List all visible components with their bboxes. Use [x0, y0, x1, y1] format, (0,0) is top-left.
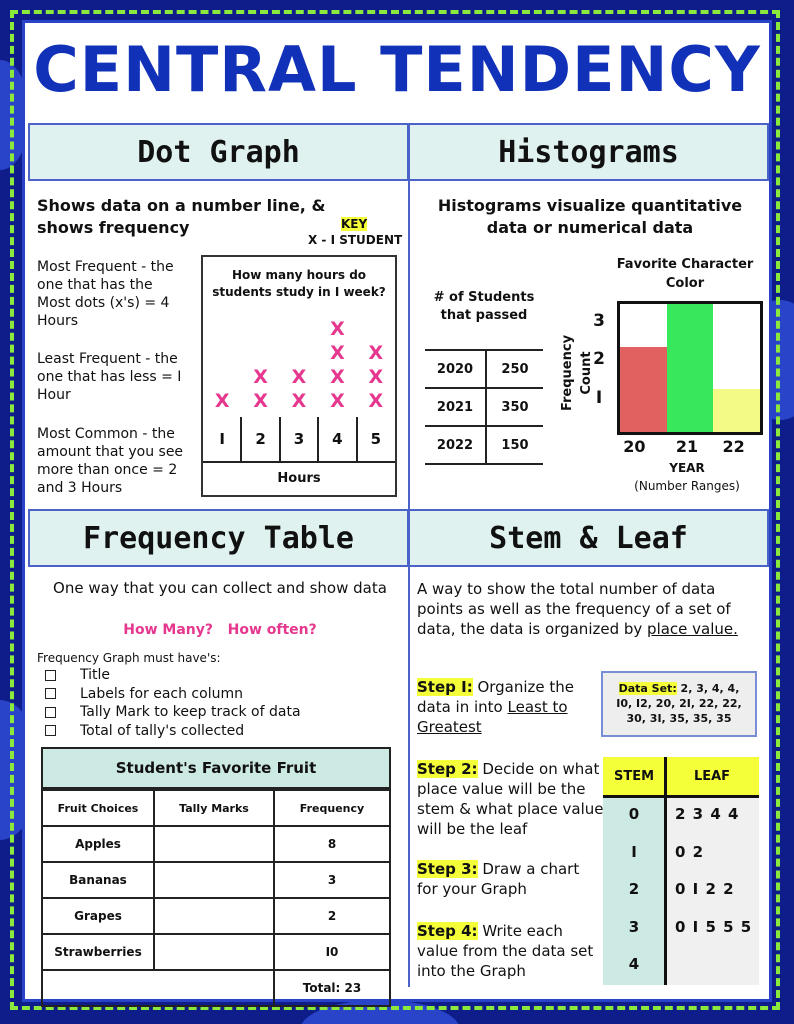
tick-label-3: 3	[293, 430, 305, 448]
poster-paper	[22, 20, 772, 1002]
freq-bullet-text: Labels for each column	[80, 685, 243, 702]
step-2-label: Step 2:	[417, 760, 478, 778]
tick-label-1: I	[219, 430, 225, 448]
dot-mark: X	[368, 390, 384, 412]
tick-label-4: 4	[332, 430, 343, 448]
hist-x-sub: (Number Ranges)	[634, 479, 740, 493]
fruit-total-spacer	[42, 970, 274, 1006]
fruit-total: Total: 23	[274, 970, 390, 1006]
hist-year: 2020	[425, 350, 486, 388]
leaf-value: 0 2	[675, 842, 705, 861]
dot-mark: X	[330, 390, 345, 412]
freq-bullet-item	[45, 666, 110, 684]
fruit-frequency: 8	[274, 826, 390, 862]
dot-mark: X	[330, 366, 345, 388]
dot-mark: X	[368, 342, 384, 364]
tick-mark	[240, 417, 242, 461]
key-text: X - I STUDENT	[308, 233, 403, 247]
hist-table-header: # of Students that passed	[433, 290, 535, 323]
fruit-col-header: Fruit Choices	[42, 790, 154, 826]
step-4-text: Write each value from the data set into the Graph	[417, 922, 594, 980]
hist-x-label: YEAR	[669, 461, 705, 475]
step-3-text: Draw a chart for your Graph	[417, 860, 580, 898]
key-label: KEY	[341, 217, 368, 231]
stem-value: 3	[628, 917, 640, 936]
dot-mark: X	[253, 366, 268, 388]
stem-header: STEM	[603, 757, 665, 795]
dot-mark: X	[330, 342, 345, 364]
dot-graph-heading: Dot Graph	[28, 123, 409, 181]
stem-leaf-heading: Stem & Leaf	[408, 509, 769, 567]
fruit-table-title: Student's Favorite Fruit	[41, 747, 391, 789]
dot-axis-label: Hours	[277, 471, 321, 486]
leaf-value: 2 3 4 4	[675, 805, 740, 823]
tick-mark	[279, 417, 281, 461]
freq-must-have: Frequency Graph must have's:	[37, 651, 221, 665]
hist-year: 2021	[425, 388, 486, 426]
stem-leaf-intro	[417, 579, 762, 639]
frequency-table-heading: Frequency Table	[28, 509, 409, 567]
hist-row	[425, 388, 543, 426]
dot-mark: X	[214, 390, 230, 412]
hist-count: 350	[486, 388, 543, 426]
data-set-values: 2, 3, 4, 4, I0, I2, 20, 2I, 22, 22, 30, 3I, 35, 35, 35	[616, 682, 742, 725]
note-least-frequent: Least Frequent - the one that has less = I Hour	[37, 351, 182, 403]
stem-value: 4	[628, 955, 640, 973]
step-1-link: Least to Greatest	[417, 698, 568, 736]
checkbox-icon	[45, 725, 56, 736]
hist-count: 150	[486, 426, 543, 464]
dot-mark: X	[291, 366, 307, 388]
step-4	[417, 921, 603, 981]
fruit-name: Grapes	[42, 898, 154, 934]
fruit-row	[42, 898, 390, 934]
fruit-tally	[154, 826, 274, 862]
stem-leaf-intro-by: by	[623, 620, 648, 638]
dot-graph-intro: Shows data on a number line, & shows frequency	[37, 196, 326, 237]
freq-intro: One way that you can collect and show data	[53, 579, 387, 597]
dot-mark: X	[291, 390, 307, 412]
hist-chart-title: Favorite Character Color	[616, 257, 754, 291]
hist-y-tick: 3	[593, 310, 605, 331]
freq-bullet-text: Title	[80, 667, 111, 683]
frequency-col-header: Frequency	[274, 790, 390, 826]
fruit-row	[42, 826, 390, 862]
stem-value: 2	[628, 880, 640, 898]
step-2-text: Decide on what place value will be the stem & what place value will be the leaf	[417, 760, 604, 838]
hist-y-label: Frequency Count	[560, 334, 594, 412]
freq-bullet-item	[45, 685, 243, 703]
hist-x-tick: 21	[675, 437, 699, 456]
tally-col-header: Tally Marks	[154, 790, 274, 826]
fruit-tally	[154, 934, 274, 970]
fruit-name: Apples	[42, 826, 154, 862]
fruit-total-row	[42, 970, 390, 1006]
step-2	[417, 759, 605, 839]
fruit-frequency: 3	[274, 862, 390, 898]
fruit-name: Bananas	[42, 862, 154, 898]
fruit-name: Strawberries	[42, 934, 154, 970]
section-divider	[408, 567, 410, 987]
step-4-label: Step 4:	[417, 922, 478, 940]
hist-plot-area	[617, 301, 763, 435]
data-set-box	[601, 671, 757, 737]
histograms-heading: Histograms	[408, 123, 769, 181]
tick-label-5: 5	[370, 430, 381, 448]
leaf-value: 0 I 2 2	[675, 880, 735, 898]
dot-mark: X	[330, 318, 345, 340]
note-most-common: Most Common - the amount that you see more than once = 2 and 3 Hours	[37, 426, 184, 496]
page-title: CENTRAL TENDENCY	[33, 33, 761, 106]
hist-year: 2022	[425, 426, 486, 464]
stem-leaf-intro-text: A way to show the total number of data points as well as the frequency of a set of data, the data is organized	[417, 580, 731, 638]
stem-leaf-header-line	[603, 795, 759, 798]
hist-bar-21	[667, 304, 714, 432]
fruit-tally	[154, 862, 274, 898]
leaf-header: LEAF	[665, 757, 759, 795]
dot-mark: X	[368, 366, 384, 388]
hist-bar-20	[620, 347, 667, 432]
hist-y-tick: 2	[593, 349, 605, 370]
dot-mark: X	[253, 390, 268, 412]
histograms-intro: Histograms visualize quantitative data or numerical data	[437, 196, 743, 237]
hist-data-table	[425, 349, 543, 465]
fruit-tally	[154, 898, 274, 934]
freq-bullet-text: Tally Mark to keep track of data	[80, 704, 301, 720]
stem-leaf-chart	[603, 757, 759, 985]
stem-value: I	[631, 842, 637, 861]
stem-leaf-divider	[664, 757, 667, 985]
freq-questions: How Many? How often?	[123, 622, 317, 638]
hist-y-tick: I	[595, 388, 603, 409]
tick-label-2: 2	[255, 430, 266, 448]
note-most-frequent: Most Frequent - the one that has the Most dots (x's) = 4 Hours	[37, 259, 174, 329]
step-1-text: Organize the data in into	[417, 678, 575, 716]
number-line	[203, 461, 395, 463]
dot-graph-chart	[201, 255, 397, 497]
checkbox-icon	[45, 688, 56, 699]
step-1-label: Step I:	[417, 678, 473, 696]
leaf-value: 0 I 5 5 5	[675, 917, 753, 936]
freq-bullet-item	[45, 722, 244, 740]
place-value-link: place value.	[647, 620, 738, 638]
freq-bullet-item	[45, 703, 301, 721]
checkbox-icon	[45, 670, 56, 681]
step-3	[417, 859, 592, 899]
hist-x-tick: 22	[722, 437, 745, 456]
tick-mark	[317, 417, 319, 461]
hist-row	[425, 426, 543, 464]
fruit-row	[42, 934, 390, 970]
step-1	[417, 677, 592, 737]
checkbox-icon	[45, 707, 56, 718]
fruit-row	[42, 862, 390, 898]
hist-row	[425, 350, 543, 388]
fruit-frequency: I0	[274, 934, 390, 970]
fruit-frequency: 2	[274, 898, 390, 934]
data-set-label: Data Set:	[618, 682, 677, 695]
section-divider	[408, 181, 410, 509]
dot-chart-title: How many hours do students study in I week?	[212, 268, 386, 299]
freq-bullet-text: Total of tally's collected	[80, 722, 245, 739]
stem-value: 0	[628, 805, 640, 823]
step-3-label: Step 3:	[417, 860, 478, 878]
hist-bar-22	[713, 389, 760, 432]
hist-x-tick: 20	[623, 437, 646, 456]
tick-mark	[356, 417, 358, 461]
hist-count: 250	[486, 350, 543, 388]
fruit-table	[41, 789, 391, 1007]
